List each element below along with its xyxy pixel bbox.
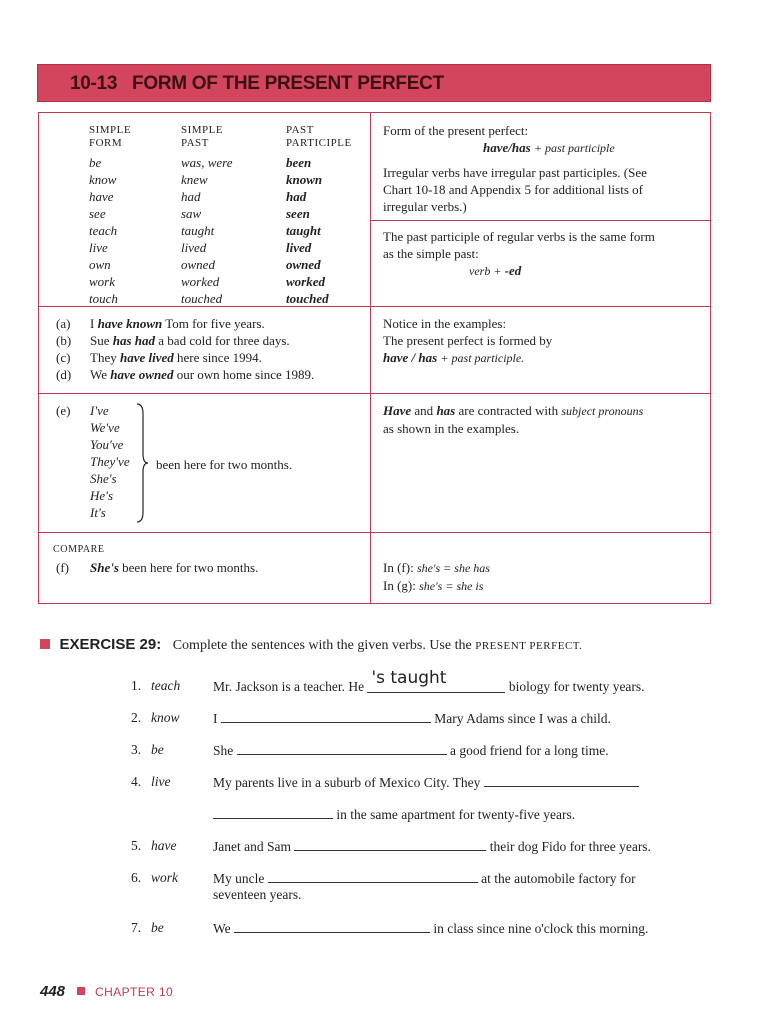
table-divider-2 [38, 393, 711, 394]
exercise-item-4: My parents live in a suburb of Mexico City. They [213, 774, 639, 791]
answer-field[interactable] [237, 742, 447, 755]
notice-note: Notice in the examples: The present perfect is formed by have / has + past participle. [383, 316, 553, 365]
square-bullet-icon [40, 639, 50, 649]
verb-past: owned [181, 257, 215, 272]
table-center-divider [370, 112, 371, 604]
exercise-item-5: Janet and Sam their dog Fido for three years. [213, 839, 651, 854]
table-bottom-border [38, 603, 711, 604]
answer-field[interactable] [221, 710, 431, 723]
table-divider-right-1 [370, 220, 711, 221]
answer-field[interactable] [484, 774, 639, 787]
example-e-rest: been here for two months. [156, 457, 293, 472]
table-left-border [38, 112, 39, 604]
verb-past: had [181, 189, 201, 204]
verb-pp: taught [286, 223, 321, 238]
examples-abcd [56, 315, 314, 383]
example-e-label: (e) [56, 403, 71, 418]
page-number: 448 [40, 983, 66, 1000]
section-title [70, 73, 444, 95]
verb-past: knew [181, 172, 208, 187]
verb-past: worked [181, 274, 220, 289]
right-brace-icon [134, 402, 150, 524]
table-divider-1 [38, 306, 711, 307]
example-row: (d) We have owned our own home since 1989. [56, 367, 315, 382]
verb-pp: lived [286, 240, 312, 255]
verb-pp: owned [286, 257, 321, 272]
answer-field[interactable] [367, 668, 505, 693]
answer-field[interactable] [268, 870, 478, 883]
compare-label: COMPARE [53, 544, 105, 555]
verb-form: be [89, 155, 102, 170]
answer-field[interactable] [213, 806, 333, 819]
verb-form: have [89, 189, 114, 204]
chapter-label: CHAPTER 10 [95, 985, 174, 999]
page-footer [40, 983, 173, 1001]
exercise-item-3: She a good friend for a long time. [213, 743, 609, 758]
item-verb: teach [151, 678, 181, 693]
item-verb: know [151, 710, 180, 725]
item-number: 3. [131, 742, 142, 757]
verb-past: saw [181, 206, 202, 221]
exercise-item-1: Mr. Jackson is a teacher. He 's taught biology for twenty years. [213, 668, 645, 694]
verb-past: lived [181, 240, 207, 255]
item-verb: be [151, 920, 164, 935]
item-number: 2. [131, 710, 142, 725]
example-row: (c) They have lived here since 1994. [56, 350, 262, 365]
exercise-title: EXERCISE 29: [59, 636, 162, 653]
item-verb: live [151, 774, 171, 789]
exercise-item-4-cont: in the same apartment for twenty-five years. [213, 806, 575, 823]
verb-pp: been [286, 155, 312, 170]
verb-pp: had [286, 189, 307, 204]
table-right-border [710, 112, 711, 604]
contraction-note: Have and has are contracted with subject pronouns as shown in the examples. [383, 403, 644, 436]
item-verb: be [151, 742, 164, 757]
item-number: 5. [131, 838, 142, 853]
simple-form-column [89, 154, 118, 307]
example-row: (a) I have known Tom for five years. [56, 316, 265, 331]
verb-form: work [89, 274, 115, 289]
item-number: 7. [131, 920, 142, 935]
item-verb: work [151, 870, 178, 885]
verb-form: know [89, 172, 117, 187]
exercise-item-6: My uncle at the automobile factory for [213, 871, 636, 886]
example-e-pronouns: I've We've You've They've She's He's It's [90, 403, 130, 520]
past-participle-column [286, 154, 329, 307]
verb-pp: worked [286, 274, 325, 289]
simple-past-column [181, 154, 233, 307]
section-title-text: FORM OF THE PRESENT PERFECT [132, 73, 444, 94]
header-simple-past: SIMPLE PAST [181, 124, 224, 149]
verb-past: taught [181, 223, 215, 238]
verb-form: teach [89, 223, 118, 238]
verb-form: touch [89, 291, 118, 306]
verb-form: own [89, 257, 111, 272]
verb-form: see [89, 206, 106, 221]
compare-notes: In (f): she's = she has In (g): she's = she is [383, 560, 490, 593]
answer-text: 's taught [371, 668, 447, 688]
answer-field[interactable] [234, 920, 430, 933]
square-bullet-icon [77, 987, 85, 995]
item-verb: have [151, 838, 177, 853]
header-past-participle: PAST PARTICIPLE [286, 124, 352, 149]
exercise-instruction-caps: PRESENT PERFECT. [475, 640, 583, 652]
header-simple-form: SIMPLE FORM [89, 124, 132, 149]
table-divider-3 [38, 532, 711, 533]
exercise-heading [40, 636, 582, 654]
item-number: 6. [131, 870, 142, 885]
example-f: (f) She's been here for two months. [56, 560, 259, 575]
exercise-item-7: We in class since nine o'clock this morning. [213, 921, 649, 936]
verb-pp: seen [286, 206, 310, 221]
verb-form: live [89, 240, 108, 255]
table-top-border [38, 112, 711, 113]
verb-past: was, were [181, 155, 233, 170]
section-number: 10-13 [70, 73, 118, 94]
note-form: Form of the present perfect: have/has + past participle [383, 123, 615, 155]
item-number: 4. [131, 774, 142, 789]
verb-past: touched [181, 291, 223, 306]
answer-field[interactable] [294, 838, 486, 851]
verb-pp: known [286, 172, 323, 187]
exercise-instruction: Complete the sentences with the given verbs. Use the [172, 638, 472, 653]
item-number: 1. [131, 678, 142, 693]
note-irregular: Irregular verbs have irregular past participles. (See Chart 10-18 and Appendix 5 for additional lists of irregular verbs.) [383, 165, 647, 214]
example-row: (b) Sue has had a bad cold for three days. [56, 333, 290, 348]
exercise-item-2: I Mary Adams since I was a child. [213, 711, 611, 726]
exercise-item-6-cont: seventeen years. [213, 887, 302, 902]
note-regular: The past participle of regular verbs is the same form as the simple past: verb + -ed [383, 229, 655, 278]
verb-pp: touched [286, 291, 329, 306]
